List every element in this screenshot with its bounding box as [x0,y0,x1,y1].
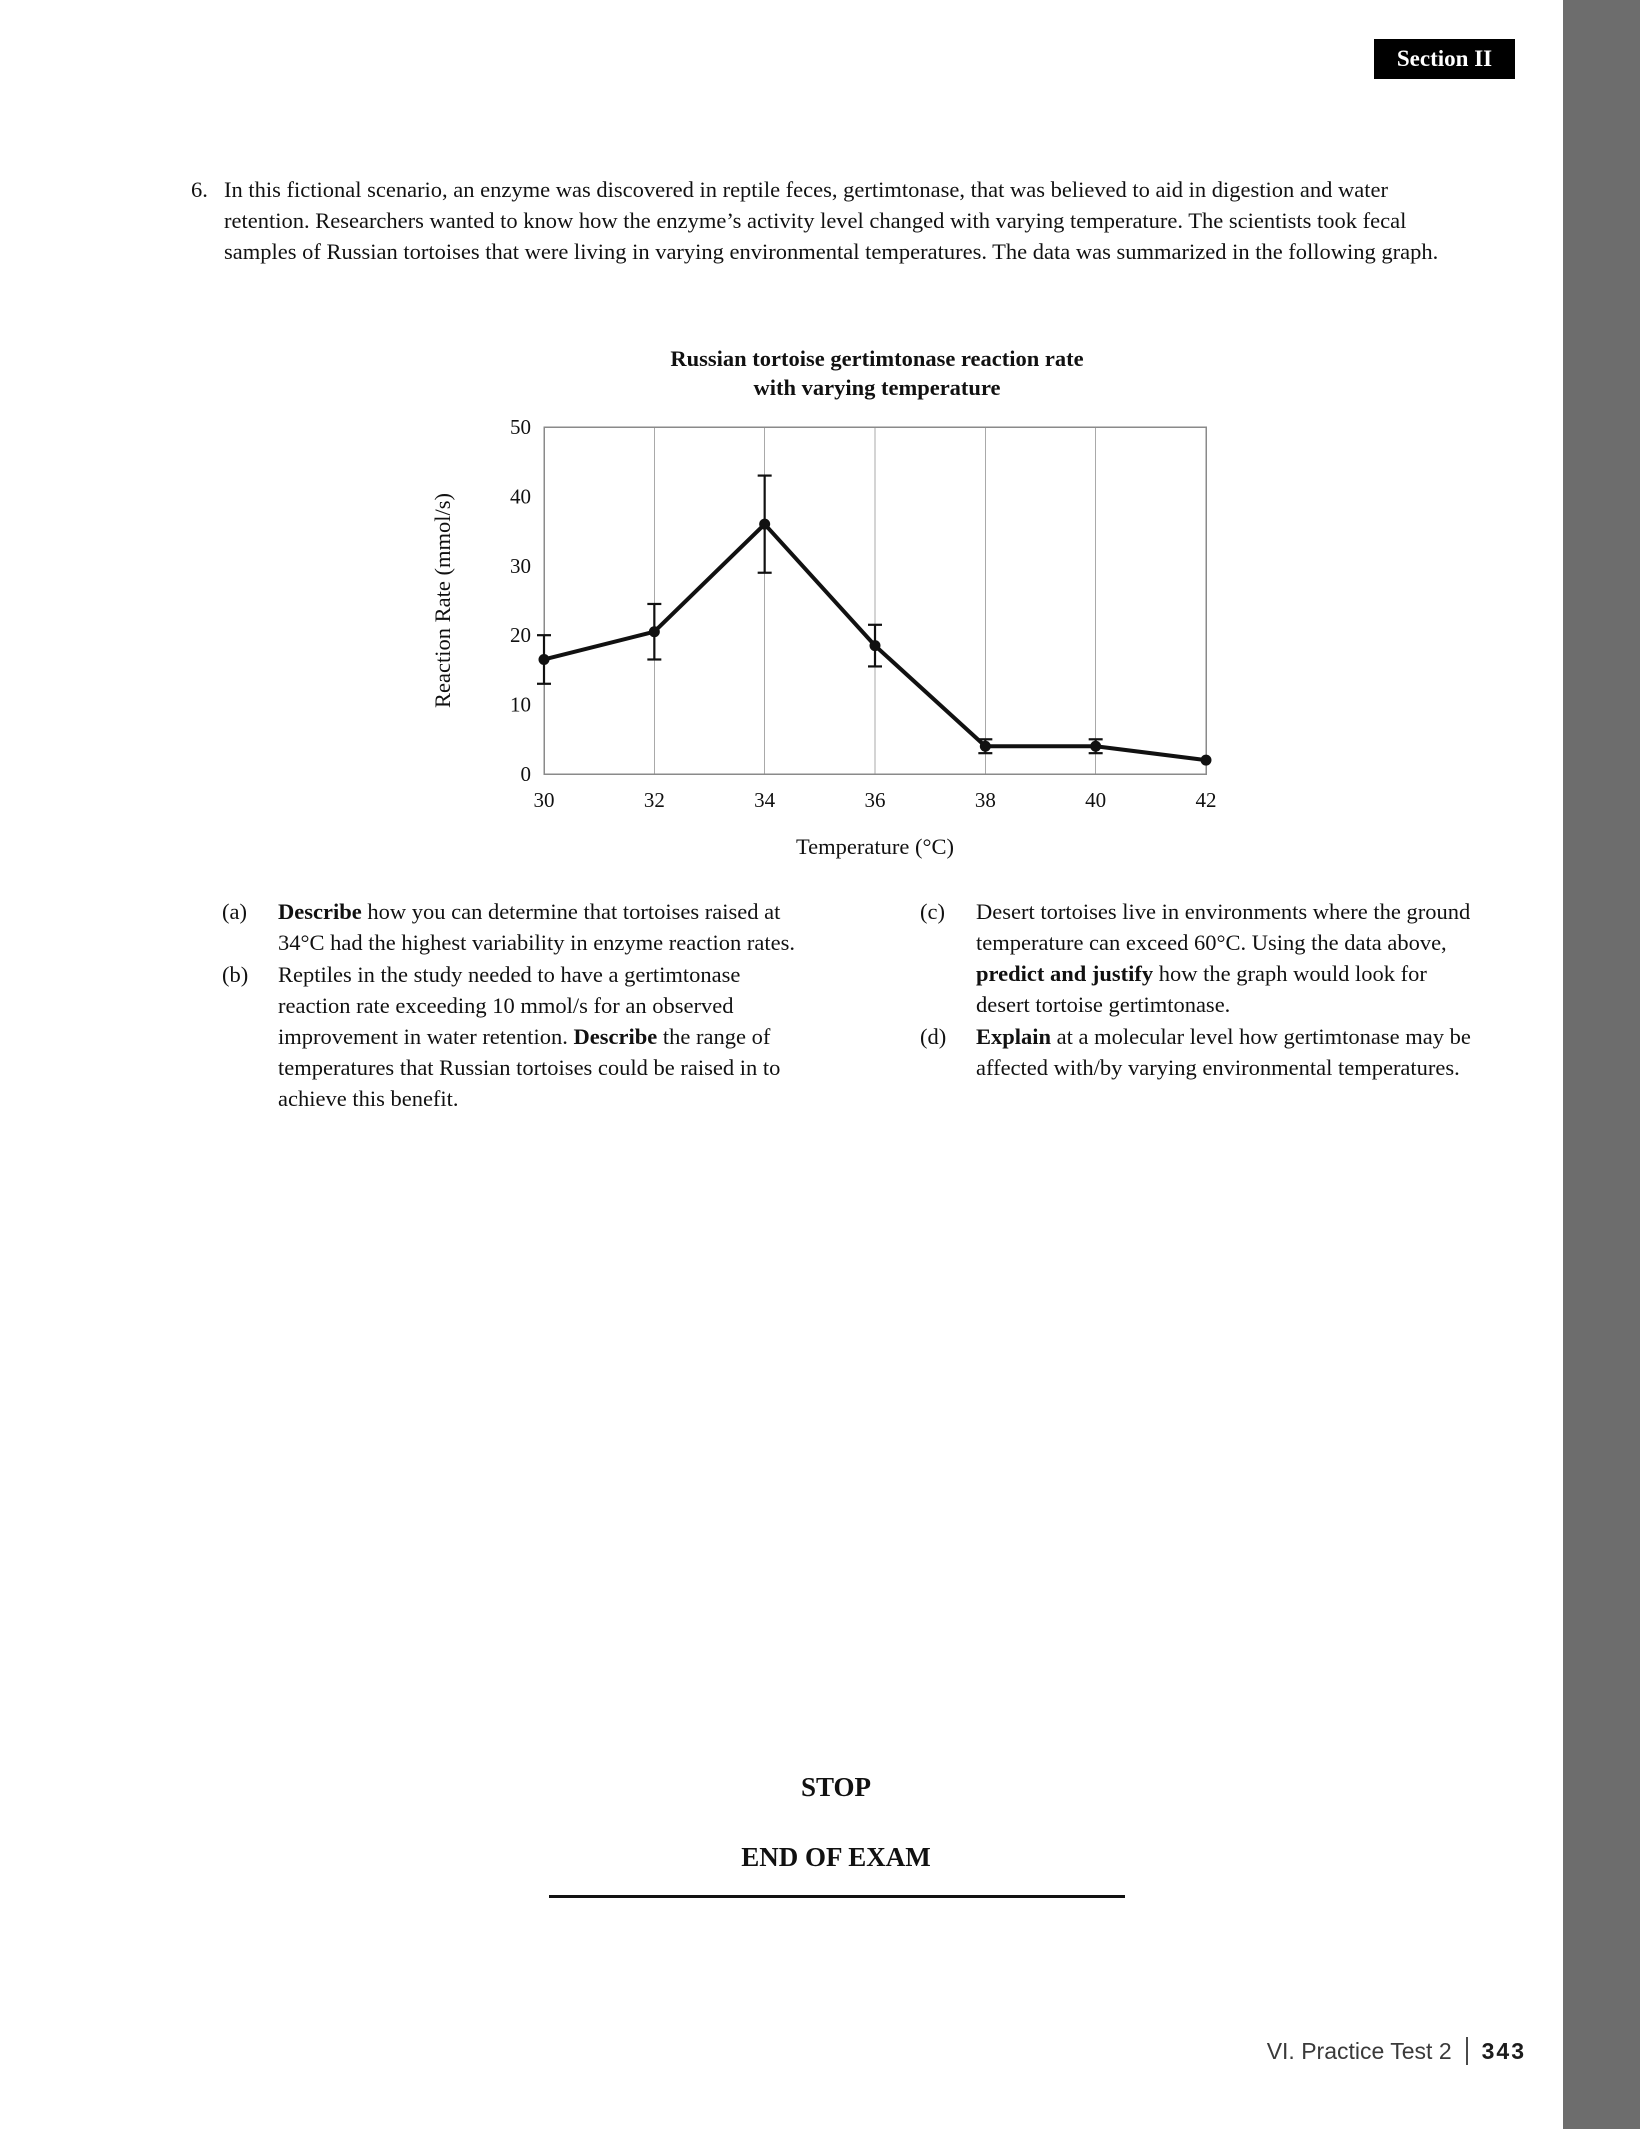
svg-text:40: 40 [1085,788,1107,812]
question-part-c [920,896,1482,1020]
svg-text:10: 10 [510,692,531,717]
question-6 [191,174,1441,267]
svg-text:50: 50 [510,417,531,439]
footer-section-label: VI. Practice Test 2 [1266,2037,1452,2064]
svg-text:30: 30 [510,553,531,578]
svg-text:0: 0 [520,762,531,786]
question-part-a [222,896,818,958]
part-text: Desert tortoises live in environments where the ground temperature can exceed 60°C. Using the data above, predict and justify how the graph would look for desert tortoise gertimtonase. [976,899,1471,1017]
section-badge: Section II [1374,39,1515,79]
chart-title-line2: with varying temperature [753,375,1001,400]
reaction-rate-chart [420,417,1220,877]
svg-text:34: 34 [754,788,776,812]
part-text: Explain at a molecular level how gertimtonase may be affected with/by varying environmental temperatures. [976,1024,1471,1080]
part-label: (b) [222,962,249,987]
svg-text:Temperature (°C): Temperature (°C) [796,834,954,859]
footer-divider [1466,2037,1468,2065]
svg-text:Reaction Rate (mmol/s): Reaction Rate (mmol/s) [430,493,455,708]
svg-text:38: 38 [974,788,996,812]
stop-text: STOP [800,1772,872,1802]
part-text: Describe how you can determine that tortoises raised at 34°C had the highest variability in enzyme reaction rates. [278,899,795,955]
question-part-d [920,1021,1482,1083]
svg-text:30: 30 [533,788,555,812]
svg-text:40: 40 [510,484,531,509]
question-part-b [222,959,818,1114]
end-of-exam-text: END OF EXAM [741,1842,931,1872]
question-number: 6. [191,177,208,202]
chart-title-line1: Russian tortoise gertimtonase reaction rate [670,346,1084,371]
svg-text:20: 20 [510,623,531,648]
question-parts-left-column [222,896,818,1115]
svg-text:42: 42 [1195,788,1217,812]
svg-text:36: 36 [864,788,886,812]
svg-text:32: 32 [643,788,665,812]
page-edge-bar [1563,0,1640,2129]
footer-page-number: 343 [1481,2037,1526,2064]
question-parts-right-column [920,896,1482,1084]
part-label: (a) [222,899,247,924]
question-text: In this fictional scenario, an enzyme was discovered in reptile feces, gertimtonase, that was believed to aid in digestion and water retention. Researchers wanted to know how the enzyme’s activity level changed with varying temperature. The scientists took fecal samples of Russian tortoises that were living in varying environmental temperatures. The data was summarized in the following graph. [224,177,1439,264]
part-text: Reptiles in the study needed to have a gertimtonase reaction rate exceeding 10 mmol/s for an observed improvement in water retention. Describe the range of temperatures that Russian tortoises could be raised in to achieve this benefit. [278,962,781,1111]
page-footer [1267,2034,1526,2068]
part-label: (c) [920,899,945,924]
end-of-exam-underline [549,1895,1125,1898]
part-label: (d) [920,1024,947,1049]
chart-title [544,344,1210,402]
